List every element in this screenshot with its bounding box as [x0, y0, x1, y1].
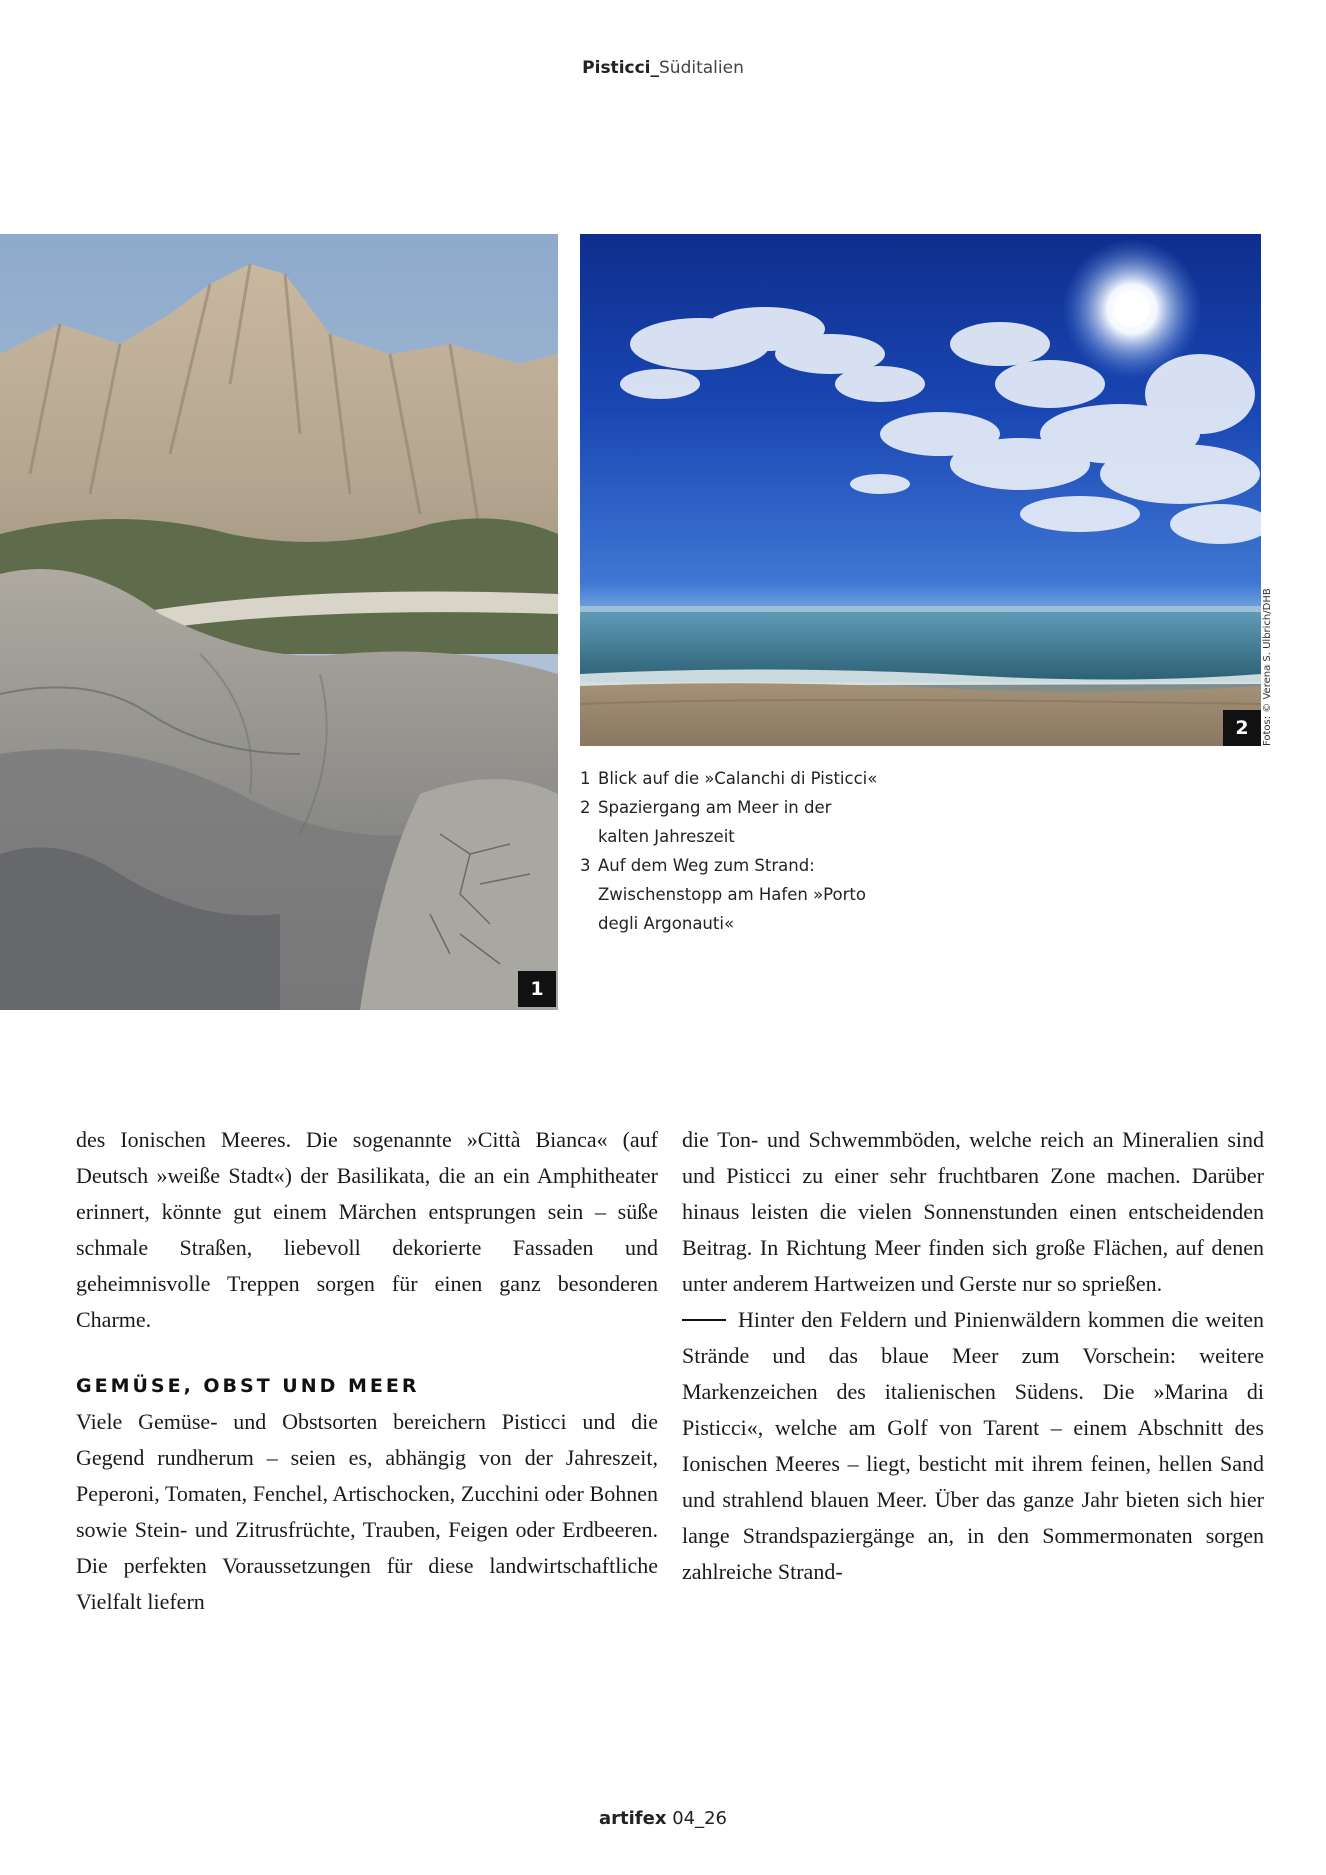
- region-label: Süditalien: [659, 58, 744, 78]
- paragraph-dash: [682, 1319, 726, 1321]
- caption-number: 1: [580, 769, 591, 788]
- beach-illustration: [580, 234, 1261, 746]
- photo-number-2: 2: [1223, 710, 1261, 746]
- paragraph: Viele Gemüse- und Obstsorten bereichern Pisticci und die Gegend rundherum – seien es, abhängig von der Jahreszeit, Peperoni, Tomaten, Fenchel, Artischocken, Zucchini oder Bohnen sowie Stein- und Zitrusfrüchte, Trauben, Feigen oder Erdbeeren. Die perfekten Voraussetzungen für diese landwirtschaftliche Vielfalt liefern: [76, 1409, 658, 1614]
- photo-beach: [580, 234, 1261, 746]
- subheading: GEMÜSE, OBST UND MEER: [76, 1375, 420, 1397]
- text-column-left: [76, 1122, 658, 1620]
- paragraph-text: Hinter den Feldern und Pinienwäldern kommen die weiten Strände und das blaue Meer zum Vorschein: weitere Markenzeichen des italienischen Südens. Die »Marina di Pisticci«, welche am Golf von Tarent – einem Abschnitt des Ionischen Meeres – liegt, besticht mit ihrem feinen, hellen Sand und strahlend blauen Meer. Über das ganze Jahr bieten sich hier lange Strandspaziergänge an, in den Sommermonaten sorgen zahlreiche Strand-: [682, 1307, 1264, 1584]
- caption-item: [580, 793, 880, 851]
- folio-separator: _: [695, 1808, 705, 1829]
- caption-number: 2: [580, 798, 591, 817]
- paragraph: die Ton- und Schwemmböden, welche reich an Mineralien sind und Pisticci zu einer sehr fruchtbaren Zone machen. Darüber hinaus leisten die vielen Sonnenstunden einen entscheidenden Beitrag. In Richtung Meer finden sich große Flächen, auf denen unter anderem Hartweizen und Gerste nur so sprießen.: [682, 1127, 1264, 1296]
- caption-number: 3: [580, 856, 591, 875]
- paragraph-with-dash: [682, 1302, 1264, 1590]
- folio: [0, 1808, 1326, 1829]
- badlands-illustration: [0, 234, 558, 1010]
- caption-item: [580, 851, 880, 938]
- caption-text: Auf dem Weg zum Strand: Zwischenstopp am Hafen »Porto degli Argonauti«: [598, 856, 866, 933]
- photo-credit: Fotos: © Verena S. Ulbrich/DHB: [1262, 588, 1273, 746]
- section-title: Pisticci: [582, 58, 651, 78]
- photo-calanchi: [0, 234, 558, 1010]
- running-head: [0, 58, 1326, 78]
- caption-text: Spaziergang am Meer in der kalten Jahreszeit: [598, 798, 832, 846]
- paragraph: des Ionischen Meeres. Die sogenannte »Città Bianca« (auf Deutsch »weiße Stadt«) der Basilikata, die an ein Amphitheater erinnert, könnte gut einem Märchen entsprungen sein – süße schmale Straßen, liebevoll dekorierte Fassaden und geheimnisvolle Treppen sorgen für einen ganz besonderen Charme.: [76, 1127, 658, 1332]
- text-column-right: [682, 1122, 1264, 1590]
- header-separator: _: [650, 58, 659, 78]
- photo-captions: [580, 764, 880, 938]
- page-number: 26: [704, 1808, 727, 1829]
- issue-number: 04: [672, 1808, 696, 1829]
- caption-text: Blick auf die »Calanchi di Pisticci«: [598, 769, 878, 788]
- magazine-name: artifex: [599, 1808, 667, 1829]
- caption-item: [580, 764, 880, 793]
- photo-number-1: 1: [518, 971, 556, 1007]
